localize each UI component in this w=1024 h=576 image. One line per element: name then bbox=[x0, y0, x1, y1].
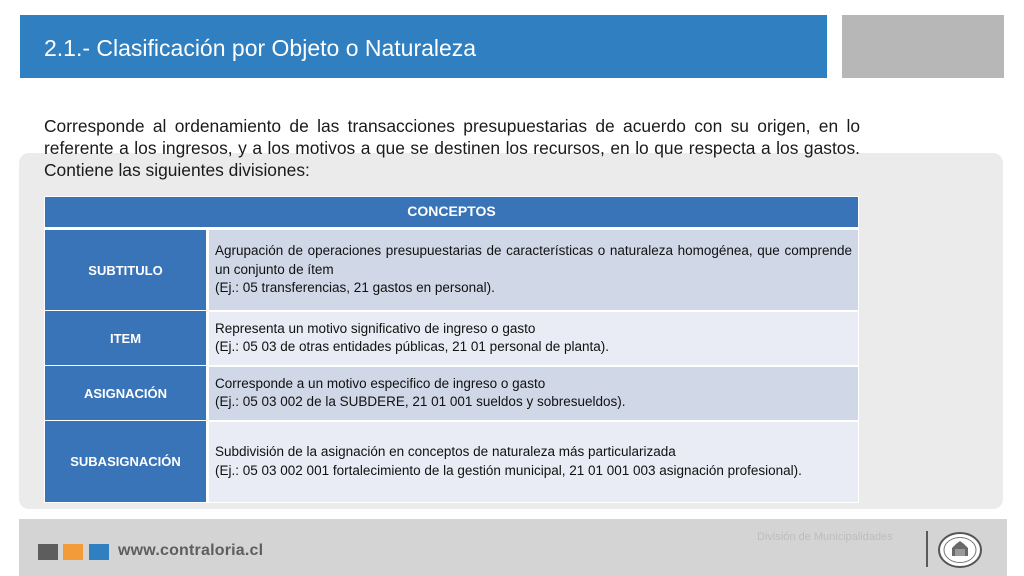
blue-square-icon bbox=[89, 544, 109, 560]
row-description-subtitulo bbox=[208, 229, 859, 311]
example-line: (Ej.: 05 transferencias, 21 gastos en personal). bbox=[215, 280, 495, 295]
table-row bbox=[45, 366, 859, 421]
row-label-item: ITEM bbox=[45, 311, 208, 366]
website-link[interactable]: www.contraloria.cl bbox=[118, 542, 264, 559]
example-line: (Ej.: 05 03 002 de la SUBDERE, 21 01 001 sueldos y sobresueldos). bbox=[215, 394, 626, 409]
gray-square-icon bbox=[38, 544, 58, 560]
table-row bbox=[45, 421, 859, 503]
orange-square-icon bbox=[63, 544, 83, 560]
table-row bbox=[45, 229, 859, 311]
concepts-table bbox=[44, 196, 859, 503]
table-header: CONCEPTOS bbox=[45, 197, 859, 229]
intro-paragraph: Corresponde al ordenamiento de las transacciones presupuestarias de acuerdo con su origen, en lo referente a los ingresos, y a los motivos a que se destinen los recursos, en lo que respecta a los gastos. Contiene las siguientes divisiones: bbox=[44, 116, 860, 180]
description-line: Representa un motivo significativo de ingreso o gasto bbox=[215, 320, 536, 336]
table-row bbox=[45, 311, 859, 366]
description-line: Subdivisión de la asignación en conceptos de naturaleza más particularizada bbox=[215, 444, 676, 460]
division-label: División de Municipalidades bbox=[757, 531, 893, 543]
contraloria-seal-icon bbox=[936, 531, 984, 569]
description-line: Corresponde a un motivo especifico de ingreso o gasto bbox=[215, 375, 546, 391]
description-line: Agrupación de operaciones presupuestarias de características o naturaleza homogénea, que comprende un conjunto de ítem bbox=[215, 243, 852, 277]
row-label-subtitulo: SUBTITULO bbox=[45, 229, 208, 311]
decorative-gray-block bbox=[842, 15, 1004, 78]
slide-title: 2.1.- Clasificación por Objeto o Naturaleza bbox=[44, 35, 477, 61]
row-label-asignacion: ASIGNACIÓN bbox=[45, 366, 208, 421]
row-label-subasignacion: SUBASIGNACIÓN bbox=[45, 421, 208, 503]
footer-divider bbox=[926, 531, 928, 567]
example-line: (Ej.: 05 03 de otras entidades públicas, 21 01 personal de planta). bbox=[215, 339, 610, 354]
example-line: (Ej.: 05 03 002 001 fortalecimiento de la gestión municipal, 21 01 001 003 asignación profesional). bbox=[215, 462, 802, 478]
row-description-subasignacion bbox=[208, 421, 859, 503]
row-description-asignacion bbox=[208, 366, 859, 421]
title-bar bbox=[20, 15, 827, 78]
row-description-item bbox=[208, 311, 859, 366]
